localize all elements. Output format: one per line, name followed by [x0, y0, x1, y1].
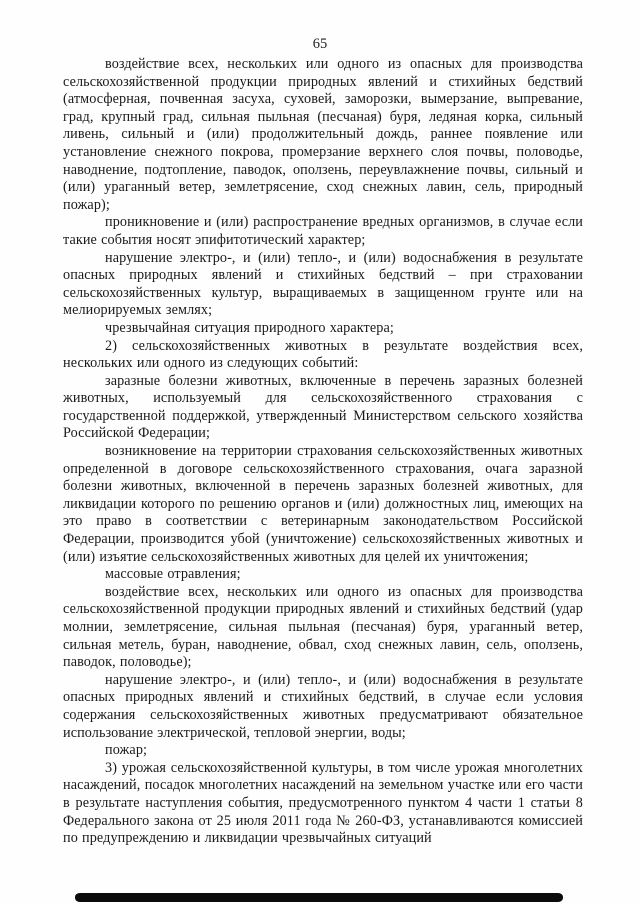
paragraph-hazards-crops: воздействие всех, нескольких или одного из опасных для производства сельскохозяйственной продукции природных явлений и стихийных бедствий (атмосферная, почвенная засуха, суховей, заморозки, вымерзание, выпревание, град, крупный град, сильная пыльная (песчаная) буря, ледяная корка, сильный ливень, сильный и (или) продолжительный дождь, раннее появление или установление снежного покрова, промерзание верхнего слоя почвы, половодье, наводнение, подтопление, паводок, оползень, переувлажнение почвы, сильный и (или) ураганный ветер, землетрясение, сход снежных лавин, сель, природный пожар); [63, 56, 583, 213]
document-body [0, 53, 640, 848]
paragraph-mass-poisoning: массовые отравления; [105, 566, 241, 583]
paragraph-fire: пожар; [105, 742, 148, 759]
scan-artifact-bar [75, 893, 563, 902]
paragraph-utility-failure-crops: нарушение электро-, и (или) тепло-, и (или) водоснабжения в результате опасных природных явлений и стихийных бедствий – при страховании сельскохозяйственных культур, выращиваемых в защищенном грунте или на мелиорируемых землях; [63, 249, 583, 319]
paragraph-item-3-harvest: 3) урожая сельскохозяйственной культуры, в том числе урожая многолетних насаждений, посадок многолетних насаждений на земельном участке или его части в результате наступления события, предусмотренного пунктом 4 части 1 статьи 8 Федерального закона от 25 июля 2011 года № 260-ФЗ, устанавливаются комиссией по предупреждению и ликвидации чрезвычайных ситуаций [63, 759, 583, 847]
paragraph-item-2-livestock: 2) сельскохозяйственных животных в результате воздействия всех, нескольких или одного из следующих событий: [63, 337, 583, 372]
paragraph-utility-failure-livestock: нарушение электро-, и (или) тепло-, и (или) водоснабжения в результате опасных природных явлений и стихийных бедствий, в случае если условия содержания сельскохозяйственных животных предусматривают обязательное использование электрической, тепловой энергии, воды; [63, 671, 583, 741]
paragraph-natural-emergency: чрезвычайная ситуация природного характера; [105, 319, 394, 336]
paragraph-contagious-diseases: заразные болезни животных, включенные в перечень заразных болезней животных, используемый для сельскохозяйственного страхования с государственной поддержкой, утвержденный Министерством сельского хозяйства Российской Федерации; [63, 372, 583, 442]
page-number: 65 [312, 36, 328, 52]
paragraph-pest-spread: проникновение и (или) распространение вредных организмов, в случае если такие события носят эпифитотический характер; [63, 214, 583, 248]
paragraph-hazards-livestock: воздействие всех, нескольких или одного из опасных для производства сельскохозяйственной продукции природных явлений и стихийных бедствий (удар молнии, землетрясение, сильная пыльная (песчаная) буря, ураганный ветер, сильная метель, буран, наводнение, обвал, сход снежных лавин, сель, оползень, паводок, половодье); [63, 583, 583, 671]
paragraph-disease-outbreak: возникновение на территории страхования сельскохозяйственных животных определенной в договоре сельскохозяйственного страхования, очага заразной болезни животных, включенной в перечень заразных болезней животных, для ликвидации которого по решению органов и (или) должностных лиц, имеющих на это право в соответствии с ветеринарным законодательством Российской Федерации, производится убой (уничтожение) сельскохозяйственных животных и (или) изъятие сельскохозяйственных животных для целей их уничтожения; [63, 443, 583, 565]
